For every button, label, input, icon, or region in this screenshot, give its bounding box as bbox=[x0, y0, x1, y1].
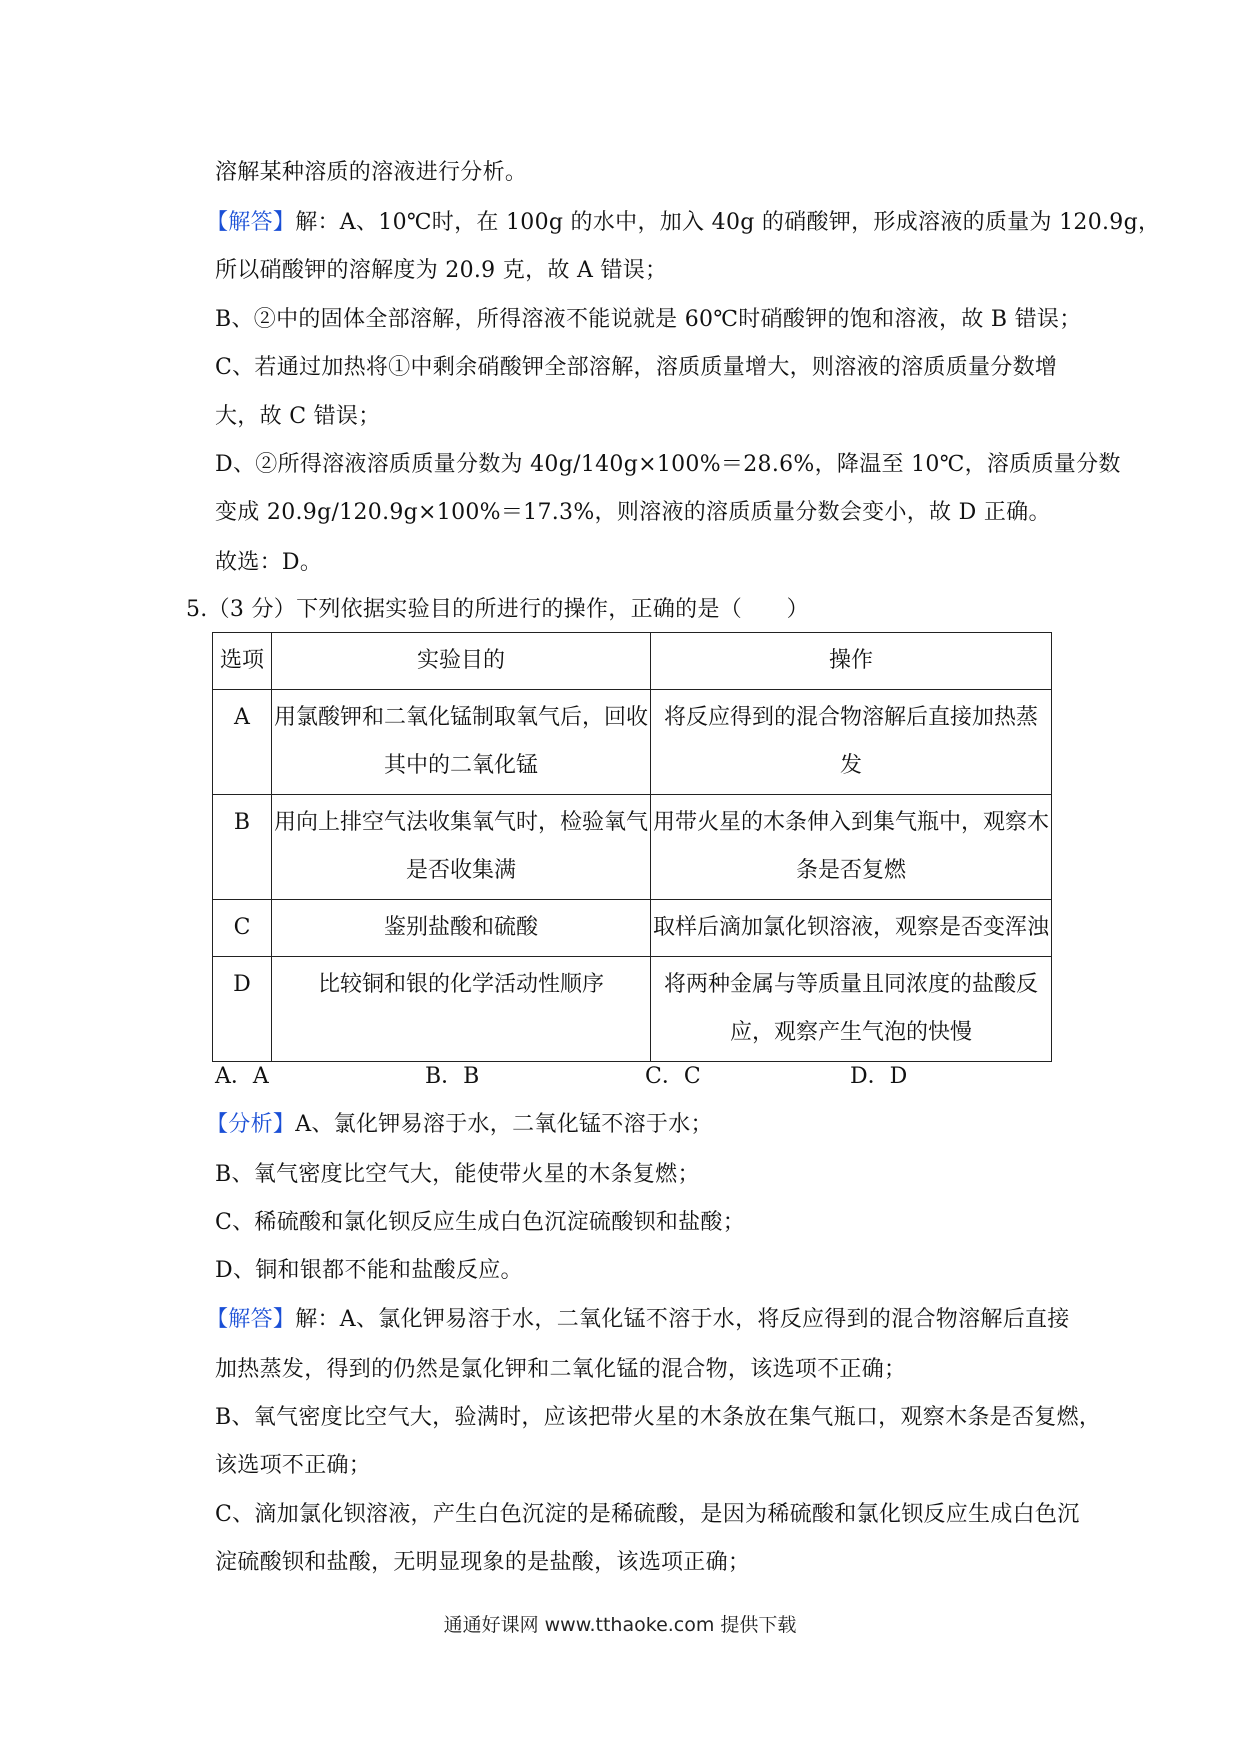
cell-line: 发 bbox=[839, 753, 862, 778]
cell-line: 比较铜和银的化学活动性顺序 bbox=[317, 972, 604, 997]
header-purpose: 实验目的 bbox=[271, 633, 650, 690]
answer-tag: 【解答】 bbox=[206, 1307, 296, 1332]
cell-line: 条是否复燃 bbox=[795, 858, 906, 883]
text-line: B、氧气密度比空气大，能使带火星的木条复燃； bbox=[215, 1162, 700, 1187]
text-line: 变成 20.9g/120.9g×100%＝17.3%，则溶液的溶质质量分数会变小，故 D 正确。 bbox=[215, 500, 1051, 525]
text-line: 故选：D。 bbox=[215, 550, 323, 575]
operation-cell bbox=[650, 900, 1051, 957]
table-row bbox=[213, 795, 1052, 900]
table-row bbox=[213, 957, 1052, 1062]
options-table bbox=[212, 632, 1052, 1062]
answer-text: 解：A、氯化钾易溶于水，二氧化锰不溶于水，将反应得到的混合物溶解后直接 bbox=[295, 1307, 1070, 1332]
cell-line: 鉴别盐酸和硫酸 bbox=[383, 915, 538, 940]
table-header-row bbox=[213, 633, 1052, 690]
cell-line: 用氯酸钾和二氧化锰制取氧气后，回收 bbox=[273, 705, 648, 730]
text-line: 该选项不正确； bbox=[215, 1453, 372, 1478]
analysis-text: A、氯化钾易溶于水，二氧化锰不溶于水； bbox=[295, 1112, 713, 1137]
purpose-cell bbox=[271, 795, 650, 900]
header-operation: 操作 bbox=[650, 633, 1051, 690]
answer-line bbox=[206, 208, 1161, 238]
text-line: C、稀硫酸和氯化钡反应生成白色沉淀硫酸钡和盐酸； bbox=[215, 1210, 746, 1235]
answer-line bbox=[206, 1305, 1070, 1335]
option-cell: D bbox=[213, 957, 272, 1062]
text-line: C、滴加氯化钡溶液，产生白色沉淀的是稀硫酸，是因为稀硫酸和氯化钡反应生成白色沉 bbox=[215, 1502, 1080, 1527]
cell-line: 用向上排空气法收集氧气时，检验氧气 bbox=[273, 810, 648, 835]
cell-line: 将反应得到的混合物溶解后直接加热蒸 bbox=[663, 705, 1038, 730]
question-stem: 5.（3 分）下列依据实验目的所进行的操作，正确的是（ ） bbox=[186, 597, 809, 622]
cell-line: 是否收集满 bbox=[405, 858, 516, 883]
text-line: C、若通过加热将①中剩余硝酸钾全部溶解，溶质质量增大，则溶液的溶质质量分数增 bbox=[215, 355, 1058, 380]
choice-a: A．A bbox=[215, 1064, 269, 1089]
purpose-cell bbox=[271, 690, 650, 795]
option-cell: A bbox=[213, 690, 272, 795]
operation-cell bbox=[650, 957, 1051, 1062]
text-line: 加热蒸发，得到的仍然是氯化钾和二氧化锰的混合物，该选项不正确； bbox=[215, 1357, 907, 1382]
table-row bbox=[213, 900, 1052, 957]
text-line: B、②中的固体全部溶解，所得溶液不能说就是 60℃时硝酸钾的饱和溶液，故 B 错误； bbox=[215, 307, 1082, 332]
analysis-tag: 【分析】 bbox=[206, 1112, 296, 1137]
answer-tag: 【解答】 bbox=[206, 210, 296, 235]
analysis-line bbox=[206, 1110, 1046, 1140]
choice-b: B．B bbox=[425, 1064, 480, 1089]
text-line: 大，故 C 错误； bbox=[215, 404, 381, 429]
operation-cell bbox=[650, 690, 1051, 795]
option-cell: B bbox=[213, 795, 272, 900]
operation-cell bbox=[650, 795, 1051, 900]
purpose-cell bbox=[271, 957, 650, 1062]
cell-line: 用带火星的木条伸入到集气瓶中，观察木 bbox=[652, 810, 1049, 835]
table-row bbox=[213, 690, 1052, 795]
choice-c: C．C bbox=[645, 1064, 701, 1089]
page-footer: 通通好课网 www.tthaoke.com 提供下载 bbox=[443, 1614, 797, 1636]
choice-d: D．D bbox=[850, 1064, 908, 1089]
header-option: 选项 bbox=[213, 633, 272, 690]
answer-text: 解：A、10℃时，在 100g 的水中，加入 40g 的硝酸钾，形成溶液的质量为 120.9g， bbox=[295, 210, 1161, 235]
cell-line: 取样后滴加氯化钡溶液，观察是否变浑浊 bbox=[652, 915, 1049, 940]
text-line: 淀硫酸钡和盐酸，无明显现象的是盐酸，该选项正确； bbox=[215, 1550, 751, 1575]
text-line: 所以硝酸钾的溶解度为 20.9 克，故 A 错误； bbox=[215, 258, 668, 283]
cell-line: 应，观察产生气泡的快慢 bbox=[729, 1020, 972, 1045]
cell-line: 其中的二氧化锰 bbox=[383, 753, 538, 778]
cell-line: 将两种金属与等质量且同浓度的盐酸反 bbox=[663, 972, 1038, 997]
text-line: 溶解某种溶质的溶液进行分析。 bbox=[215, 160, 528, 185]
purpose-cell bbox=[271, 900, 650, 957]
option-cell: C bbox=[213, 900, 272, 957]
text-line: D、铜和银都不能和盐酸反应。 bbox=[215, 1258, 523, 1283]
text-line: B、氧气密度比空气大，验满时，应该把带火星的木条放在集气瓶口，观察木条是否复燃， bbox=[215, 1405, 1102, 1430]
text-line: D、②所得溶液溶质质量分数为 40g/140g×100%＝28.6%，降温至 10℃，溶质质量分数 bbox=[215, 452, 1121, 477]
